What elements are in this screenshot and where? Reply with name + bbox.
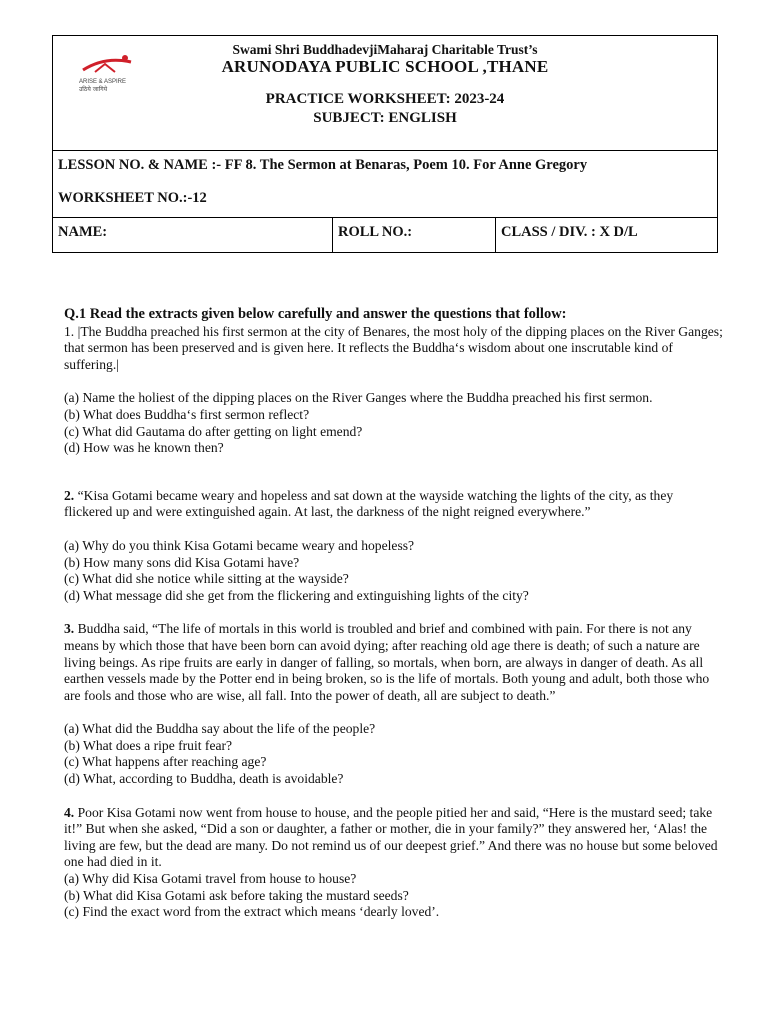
extract-4	[64, 805, 724, 921]
question-c: (c) What did she notice while sitting at the wayside?	[64, 571, 349, 587]
lesson-row	[53, 151, 717, 218]
worksheet-header	[52, 35, 718, 253]
school-name: ARUNODAYA PUBLIC SCHOOL ,THANE	[221, 57, 549, 76]
extract-passage	[64, 324, 724, 374]
question-c: (c) What happens after reaching age?	[64, 754, 267, 770]
extract-number: 2.	[64, 487, 75, 503]
worksheet-body	[64, 306, 724, 921]
extract-text: “Kisa Gotami became weary and hopeless and sat down at the wayside watching the lights of the city, as they flickered up and were extinguished again. At last, the darkness of the night reigned everywhere.”	[64, 487, 674, 520]
question-b: (b) How many sons did Kisa Gotami have?	[64, 554, 300, 570]
question-c: (c) Find the exact word from the extract which means ‘dearly loved’.	[64, 904, 440, 920]
question-d: (d) What message did she get from the flickering and extinguishing lights of the city?	[64, 587, 529, 603]
subject-title: SUBJECT: ENGLISH	[313, 110, 457, 126]
worksheet-number: WORKSHEET NO.:-12	[58, 190, 207, 206]
question-a: (a) Why did Kisa Gotami travel from house to house?	[64, 871, 357, 887]
school-banner	[53, 36, 717, 151]
question-a: (a) What did the Buddha say about the life of the people?	[64, 721, 376, 737]
roll-number-field[interactable]: ROLL NO.:	[333, 218, 496, 252]
extract-1	[64, 324, 724, 457]
question-d: (d) How was he known then?	[64, 440, 224, 456]
logo-text-1: ARISE & ASPIRE	[79, 79, 127, 85]
question-b: (b) What does Buddha‘s first sermon reflect?	[64, 406, 310, 422]
extract-text: |The Buddha preached his first sermon at the city of Benares, the most holy of the dipping places on the River Ganges; that sermon has been preserved and is given here. It reflects the Buddha‘s wisdom about one inscrutable kind of suffering.|	[64, 323, 723, 372]
question-c: (c) What did Gautama do after getting on light emend?	[64, 423, 363, 439]
name-field[interactable]: NAME:	[53, 218, 333, 252]
logo-text-2: उठिये जागिये	[79, 86, 108, 93]
question-d: (d) What, according to Buddha, death is avoidable?	[64, 771, 344, 787]
extract-2	[64, 488, 724, 605]
extract-passage	[64, 805, 724, 871]
question-a: (a) Why do you think Kisa Gotami became weary and hopeless?	[64, 537, 415, 553]
extract-3	[64, 621, 724, 787]
lesson-name: LESSON NO. & NAME :- FF 8. The Sermon at Benaras, Poem 10. For Anne Gregory	[58, 157, 588, 173]
extract-passage	[64, 621, 724, 704]
trust-name: Swami Shri BuddhadevjiMaharaj Charitable Trust’s	[232, 42, 538, 57]
worksheet-title: PRACTICE WORKSHEET: 2023-24	[265, 91, 505, 107]
extract-text: Buddha said, “The life of mortals in this world is troubled and brief and combined with pain. For there is not any means by which those that have been born can avoid dying; after reaching old age there is death; of such a nature are living beings. As ripe fruits are early in danger of falling, so mortals, when born, are always in danger of death. As all earthen vessels made by the Potter end in being broken, so is the life of mortals. Both young and adult, both those who are fools and those who are wise, all fall. Into the power of death, all are subject to death.”	[64, 621, 710, 703]
extract-passage	[64, 488, 724, 521]
extract-number: 3.	[64, 621, 75, 637]
extract-text: Poor Kisa Gotami now went from house to house, and the people pitied her and said, “Here is the mustard seed; take it!” But when she asked, “Did a son or daughter, a father or mother, die in your family?” they answered her, ‘Alas! the living are few, but the dead are many. Do not remind us of our deepest grief.” And there was no house but some beloved one had died in it.	[64, 804, 718, 870]
class-division-field: CLASS / DIV. : X D/L	[501, 224, 638, 240]
extract-number: 1.	[64, 323, 75, 339]
question-a: (a) Name the holiest of the dipping places on the River Ganges where the Buddha preached his first sermon.	[64, 390, 653, 406]
question-1-heading: Q.1 Read the extracts given below carefully and answer the questions that follow:	[64, 306, 567, 322]
student-info-row	[53, 218, 717, 252]
question-b: (b) What does a ripe fruit fear?	[64, 737, 233, 753]
question-b: (b) What did Kisa Gotami ask before taking the mustard seeds?	[64, 887, 409, 903]
extract-number: 4.	[64, 804, 75, 820]
